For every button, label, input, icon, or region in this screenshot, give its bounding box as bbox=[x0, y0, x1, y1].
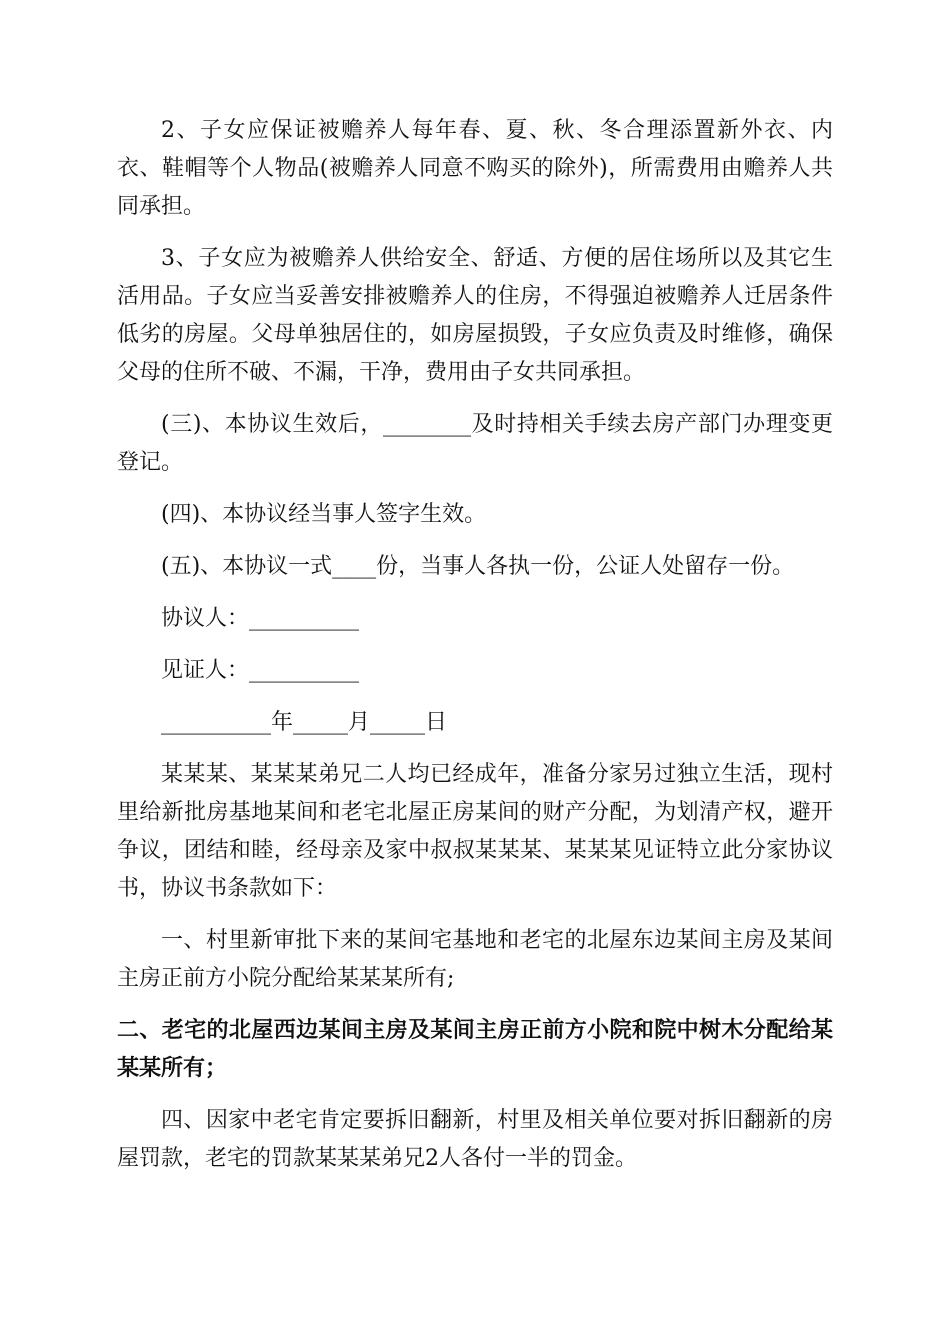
paragraph-division-item-2: 二、老宅的北屋西边某间主房及某间主房正前方小院和院中树木分配给某某某所有； bbox=[117, 1018, 833, 1081]
paragraph-housing-clause: 3、子女应为被赡养人供给安全、舒适、方便的居住场所以及其它生活用品。子女应当妥善安排被赡养人的住房，不得强迫被赡养人迁居条件低劣的房屋。父母单独居住的，如房屋损毁，子女应负责及时维修，确保父母的住所不破、不漏，干净，费用由子女共同承担。 bbox=[117, 246, 833, 385]
paragraph-registration-clause: (三)、本协议生效后，________及时持相关手续去房产部门办理变更登记。 bbox=[117, 412, 833, 475]
paragraph-division-item-1: 一、村里新审批下来的某间宅基地和老宅的北屋东边某间主房及某间主房正前方小院分配给某某某所有; bbox=[117, 928, 833, 991]
signature-party-line: 协议人：__________ bbox=[161, 606, 360, 631]
paragraph-copies-clause: (五)、本协议一式____份，当事人各执一份，公证人处留存一份。 bbox=[161, 554, 795, 579]
paragraph-effective-clause: (四)、本协议经当事人签字生效。 bbox=[161, 502, 487, 527]
paragraph-division-item-4: 四、因家中老宅肯定要拆旧翻新，村里及相关单位要对拆旧翻新的房屋罚款，老宅的罚款某某某弟兄2人各付一半的罚金。 bbox=[117, 1108, 833, 1171]
date-line: __________年_____月_____日 bbox=[161, 710, 448, 735]
paragraph-division-intro: 某某某、某某某弟兄二人均已经成年，准备分家另过独立生活，现村里给新批房基地某间和老宅北屋正房某间的财产分配，为划清产权，避开争议，团结和睦，经母亲及家中叔叔某某某、某某某见证特立此分家协议书，协议书条款如下： bbox=[117, 762, 833, 901]
paragraph-clothing-clause: 2、子女应保证被赡养人每年春、夏、秋、冬合理添置新外衣、内衣、鞋帽等个人物品(被赡养人同意不购买的除外)，所需费用由赡养人共同承担。 bbox=[117, 118, 833, 219]
signature-witness-line: 见证人：__________ bbox=[161, 658, 360, 683]
document-page bbox=[117, 112, 833, 1192]
